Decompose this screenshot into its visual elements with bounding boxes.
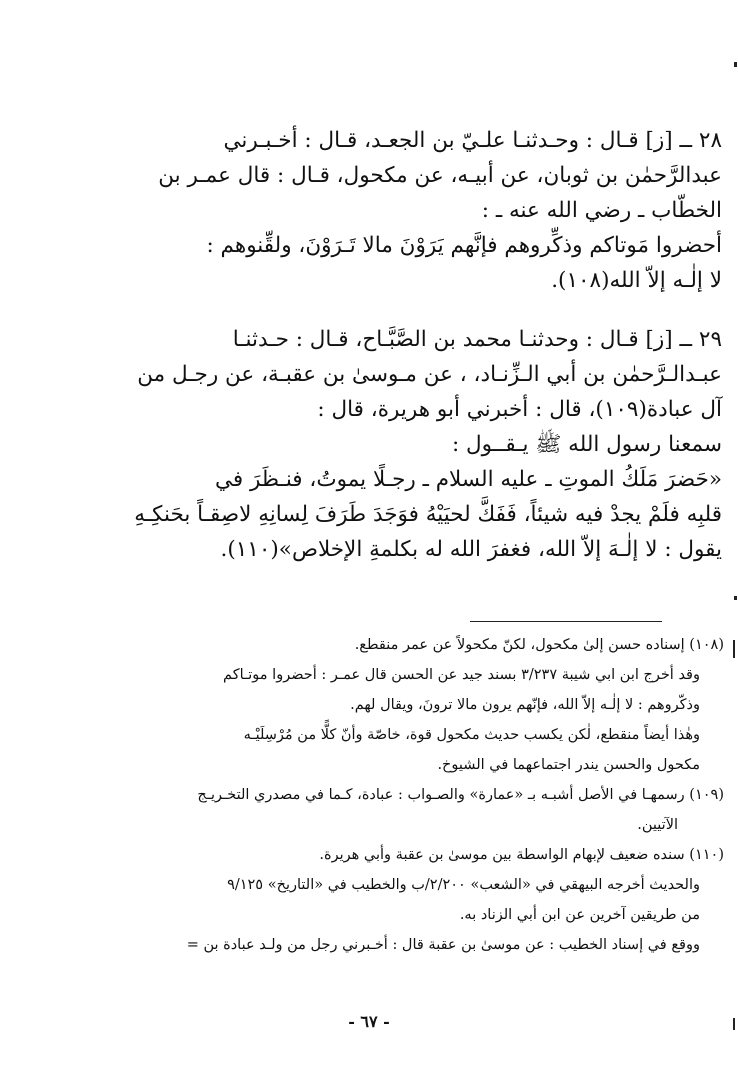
footnote-line: من طريقين آخرين عن ابن أبي الزناد به. [459, 907, 700, 923]
hadith-28 [116, 123, 722, 298]
footnote-line: وذكّروهم : لا إلٰـه إلاّ الله، فإنّهم يرون مالا ترونَ، ويقال لهم. [350, 697, 700, 713]
footnote-line: وهٰذا أيضاً منقطع، لٰكن يكسب حديث مكحول قوة، خاصّة وأنّ كلًّا من مُرْسِلَيْـه [243, 727, 700, 743]
hadith-29 [116, 322, 722, 567]
footnote-line: وقد أخرج ابن ابي شيبة ٣/٢٣٧ بسند جيد عن الحسن قال عمـر : أحضروا موتـاكم [223, 667, 700, 683]
footnote-line: (١١٠) سنده ضعيف لإبهام الواسطة بين موسىٰ بن عقبة وأبي هريرة. [319, 847, 724, 863]
margin-mark [733, 640, 735, 658]
text-line: قلبِه فلَمْ يجدْ فيه شيئاً، فَفَكَّ لحيَيْهُ فوَجَدَ طَرَفَ لِسانِهِ لاصِقـاً بحَنكِـهِ [134, 502, 722, 527]
footnote-separator [470, 621, 662, 622]
footnote-line: (١٠٨) إسناده حسن إلىٰ مكحول، لكنّ مكحولاً عن عمر منقطع. [354, 637, 724, 653]
text-line: الخطّاب ـ رضي الله عنه ـ : [481, 198, 722, 223]
footnote-line: (١٠٩) رسمهـا في الأصل أشبـه بـ «عمارة» والصـواب : عبادة، كـما في مصدري التخـريـج [197, 787, 724, 803]
text-line: عبدالرَّحمٰن بن ثوبان، عن أبيـه، عن مكحول، قـال : قال عمـر بن [158, 163, 722, 188]
text-line: لا إلٰـه إلاّ الله(١٠٨). [551, 268, 722, 293]
text-line: يقول : لا إلٰـهَ إلاّ الله، فغفرَ الله له بكلمةِ الإخلاص»(١١٠). [220, 537, 722, 562]
page-number: - ٦٧ - [348, 1012, 390, 1031]
text-line: أحضروا مَوتاكم وذكِّروهم فإنَّهم يَرَوْنَ مالا تَـرَوْنَ، ولقِّنوهم : [206, 233, 722, 258]
text-line: سمعنا رسول الله ﷺ يـقــول : [451, 432, 722, 457]
margin-mark [733, 1018, 735, 1030]
text-line: عبـدالـرَّحمٰن بن أبي الـزِّنـاد، ، عن مـوسىٰ بن عقبـة، عن رجـل من [137, 362, 722, 387]
margin-mark [734, 62, 737, 67]
footnote-line: مكحول والحسن يندر اجتماعهما في الشيوخ. [437, 757, 700, 773]
text-line: ٢٩ ــ [ز] قـال : وحدثنـا محمد بن الصَّبَّـاح، قـال : حـدثنـا [232, 327, 722, 352]
footnote-line: والحديث أخرجه البيهقي في «الشعب» ٢/٢٠٠/ب والخطيب في «التاريخ» ٩/١٢٥ [227, 877, 700, 893]
margin-mark [734, 596, 737, 600]
text-line: «حَضرَ مَلَكُ الموتِ ـ عليه السلام ـ رجـلًا يموتُ، فنـظَرَ في [214, 467, 722, 492]
footnote-line: ووقع في إسناد الخطيب : عن موسىٰ بن عقبة قال : أخـبرني رجل من ولـد عبادة بن = [186, 937, 700, 953]
text-line: آل عبادة(١٠٩)، قال : أخبرني أبو هريرة، قال : [317, 397, 722, 422]
text-line: ٢٨ ــ [ز] قـال : وحـدثنـا علـيّ بن الجعـد، قـال : أخـبـرني [223, 128, 722, 153]
footnotes [110, 630, 724, 960]
footnote-line: الآتيين. [637, 817, 678, 833]
